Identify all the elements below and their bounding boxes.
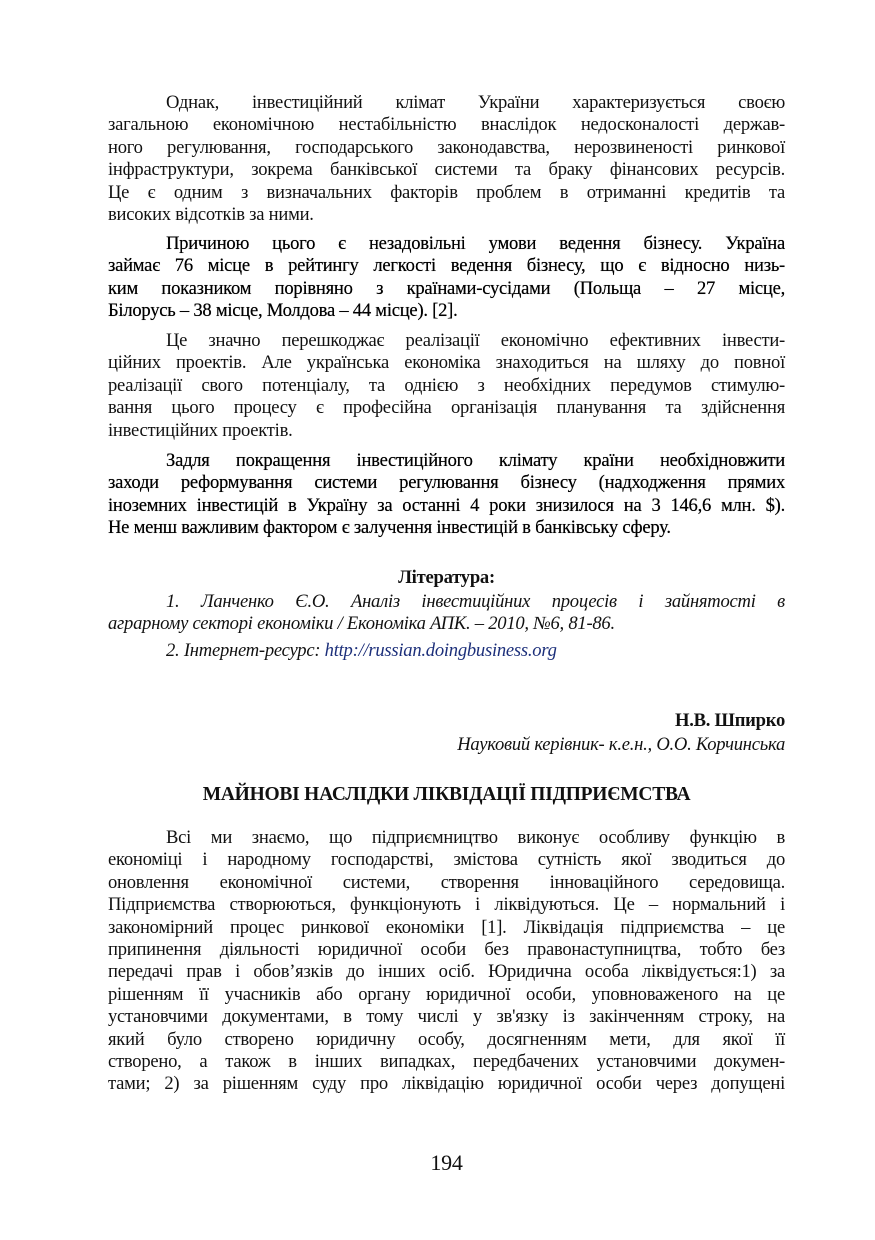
text-line: закономірний процес ринкової економіки [1]. Ліквідація підприємства – це <box>108 916 785 938</box>
text-line: Не менш важливим фактором є залучення інвестицій в банківську сферу. <box>108 517 671 539</box>
text-line: Білорусь – 38 місце, Молдова – 44 місце). [2]. <box>108 300 458 322</box>
text-line: Це значно перешкоджає реалізації економічно ефективних інвести- <box>166 330 785 351</box>
text-line: припинення діяльності юридичної особи без правонаступництва, тобто без <box>108 938 785 960</box>
text-line: створено, а також в інших випадках, передбачених установчими докумен- <box>108 1050 785 1072</box>
text-line: аграрному секторі економіки / Економіка АПК. – 2010, №6, 81-86. <box>108 613 615 635</box>
text-line: інфраструктури, зокрема банківської системи та браку фінансових ресурсів. <box>108 159 785 181</box>
text-line: Причиною цього є незадовільні умови ведення бізнесу. Україна <box>166 233 785 254</box>
reference-2 <box>108 640 785 662</box>
text-line: 1. Ланченко Є.О. Аналіз інвестиційних процесів і зайнятості в <box>166 591 785 612</box>
references-heading: Література: <box>398 567 495 588</box>
paragraph-business-conditions <box>108 233 785 323</box>
text-line: який було створено юридичну особу, досягненням мети, для якої її <box>108 1028 785 1050</box>
text-line: ким показником порівняно з країнами-сусідами (Польща – 27 місце, <box>108 277 785 299</box>
text-line: економіці і народному господарстві, змістова сутність якої зводиться до <box>108 849 785 871</box>
text-line: високих відсотків за ними. <box>108 203 314 225</box>
text-line: реалізації свого потенціалу, та однією з необхідних передумов стимулю- <box>108 374 785 396</box>
text-line: вання цього процесу є професійна організація планування та здійснення <box>108 397 785 419</box>
paragraph-investment-climate <box>108 92 785 226</box>
paragraph-reform-measures <box>108 450 785 540</box>
text-line: рішенням її учасників або органу юридичної особи, уповноваженого на це <box>108 983 785 1005</box>
text-line: Всі ми знаємо, що підприємництво виконує особливу функцію в <box>166 827 785 848</box>
page-number: 194 <box>430 1150 463 1175</box>
text-line: тами; 2) за рішенням суду про ліквідацію юридичної особи через допущені <box>108 1073 785 1095</box>
paragraph-investment-projects <box>108 330 785 442</box>
text-line: займає 76 місце в рейтингу легкості ведення бізнесу, що є відносно низь- <box>108 255 785 277</box>
text-line: Однак, інвестиційний клімат України характеризується своєю <box>166 92 785 113</box>
text-line: інвестиційних проектів. <box>108 419 293 441</box>
text-line: Це є одним з визначальних факторів проблем в отриманні кредитів та <box>108 181 785 203</box>
text-line: загальною економічною нестабільністю внаслідок недосконалості держав- <box>108 114 785 136</box>
author-name: Н.В. Шпирко <box>674 710 785 731</box>
article-body <box>108 827 785 1096</box>
text-line: ційних проектів. Але українська економіка знаходиться на шляху до повної <box>108 352 785 374</box>
reference-1 <box>108 591 785 636</box>
text-line: установчими документами, в тому числі у зв'язку із закінченням строку, на <box>108 1006 785 1028</box>
text-line: оновлення економічної системи, створення інноваційного середовища. <box>108 871 785 893</box>
text-line: ного регулювання, господарського законодавства, нерозвиненості ринкової <box>108 136 785 158</box>
supervisor: Науковий керівник- к.е.н., О.О. Корчинська <box>457 734 785 755</box>
text-line: заходи реформування системи регулювання бізнесу (надходження прямих <box>108 472 785 494</box>
text-line: Підприємства створюються, функціонують і ліквідуються. Це – нормальний і <box>108 894 785 916</box>
text-line: іноземних інвестицій в Україну за останні 4 роки знизилося на 3 146,6 млн. $). <box>108 494 785 516</box>
text-line: Задля покращення інвестиційного клімату країни необхідновжити <box>166 450 785 471</box>
reference-2-link[interactable]: http://russian.doingbusiness.org <box>324 640 557 661</box>
reference-2-label: 2. Інтернет-ресурс: <box>166 640 325 661</box>
article-title: МАЙНОВІ НАСЛІДКИ ЛІКВІДАЦІЇ ПІДПРИЄМСТВА <box>202 784 691 805</box>
text-line: передачі прав і обов’язків до інших осіб. Юридична особа ліквідується:1) за <box>108 961 785 983</box>
